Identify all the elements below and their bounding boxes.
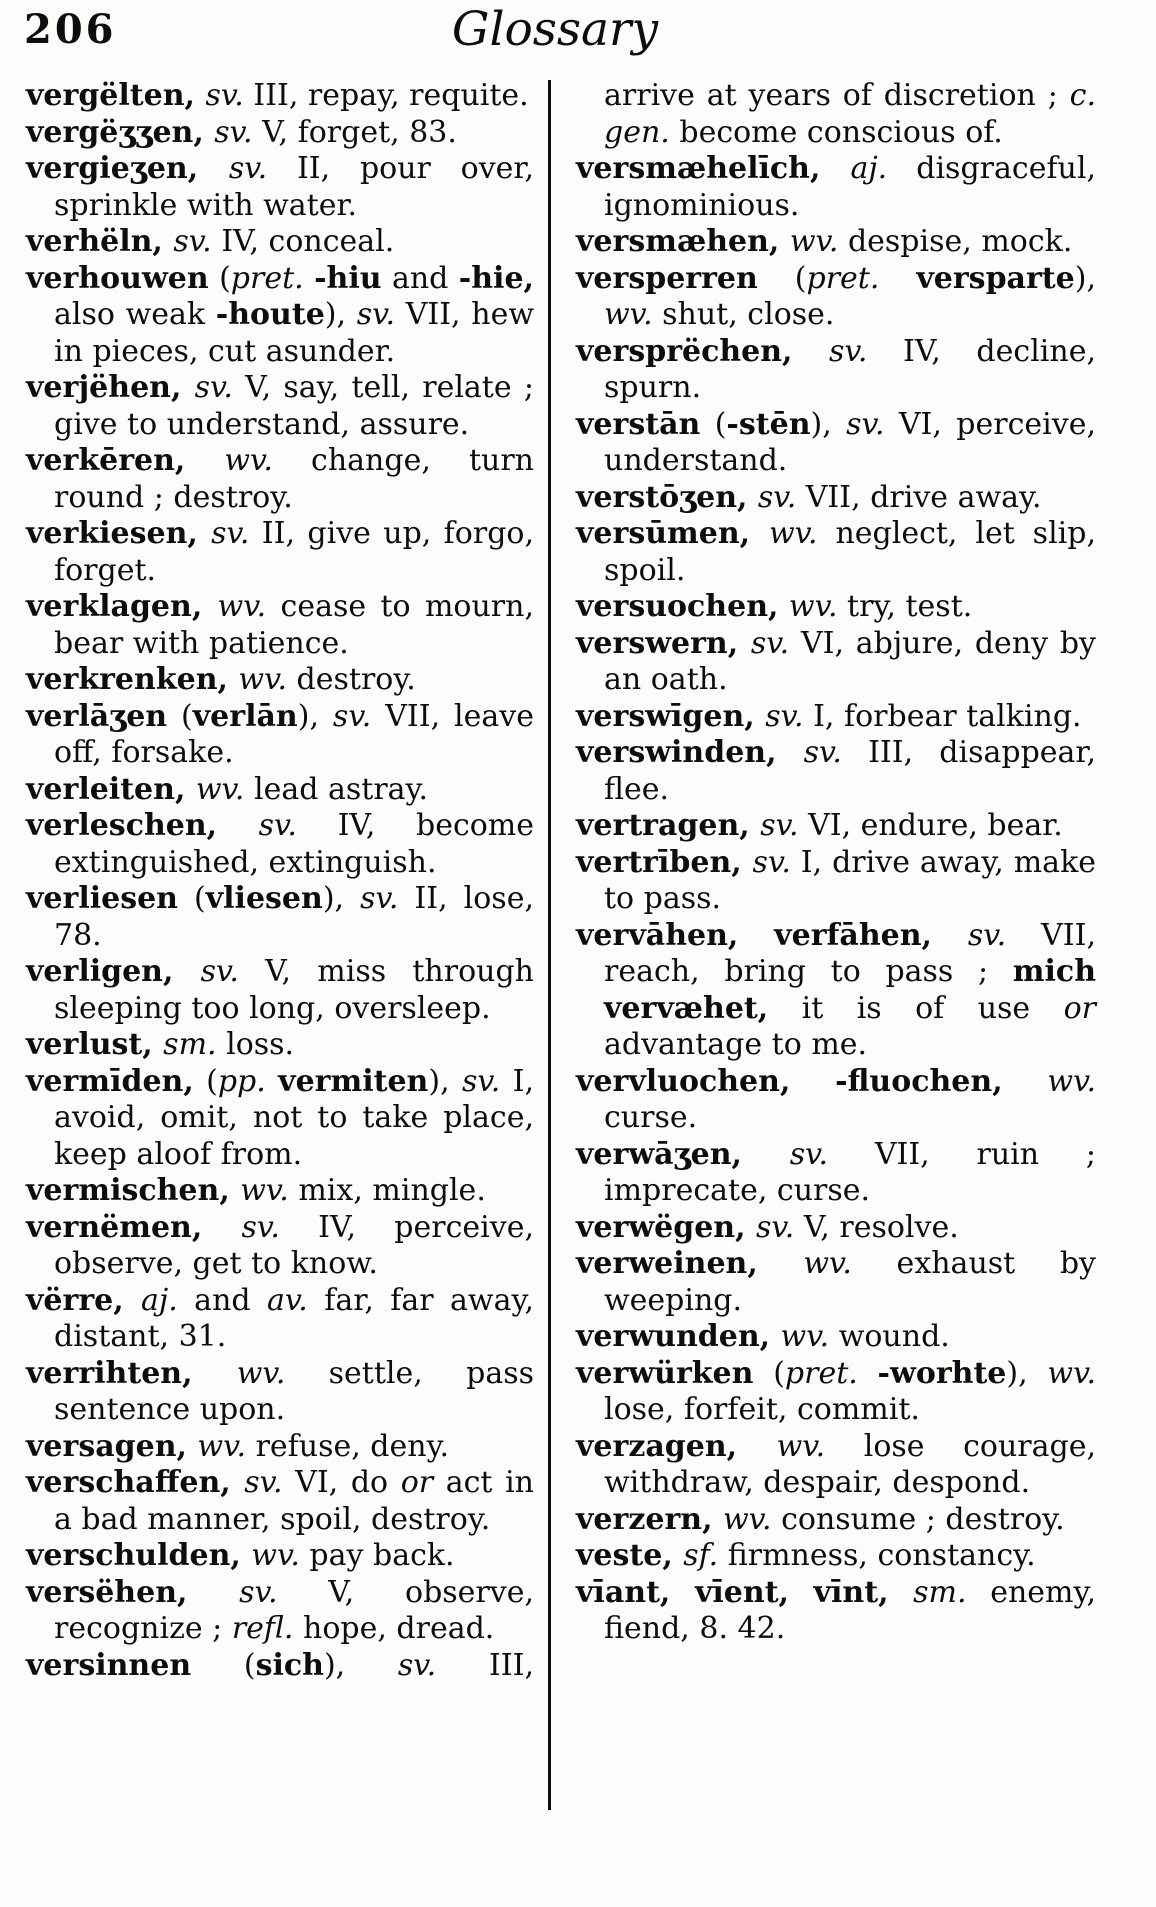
definition-text: it is of use bbox=[768, 990, 1064, 1026]
grammar-abbrev: wv. bbox=[240, 1173, 289, 1208]
grammar-abbrev: sm. bbox=[913, 1574, 967, 1610]
headword-text: vergëʒʒen, bbox=[26, 114, 215, 150]
definition-text: I, drive away, make to pass. bbox=[604, 844, 1097, 916]
grammar-abbrev: aj. bbox=[850, 151, 888, 186]
definition-text: IV, become extinguished, extinguish. bbox=[54, 808, 535, 880]
headword-text: -houte bbox=[215, 297, 325, 332]
glossary-entry bbox=[576, 589, 1096, 626]
definition-text: advantage to me. bbox=[604, 1027, 868, 1062]
grammar-abbrev: sv. bbox=[397, 1647, 437, 1683]
headword-text: vervāhen, verfāhen, bbox=[576, 917, 968, 953]
definition-text: IV, conceal. bbox=[211, 224, 395, 259]
definition-text: ( bbox=[700, 406, 727, 442]
headword-text: vernëmen, bbox=[26, 1209, 242, 1245]
grammar-abbrev: wv. bbox=[195, 771, 245, 807]
headword-text: verrihten, bbox=[26, 1355, 237, 1391]
grammar-abbrev: wv. bbox=[768, 516, 818, 551]
grammar-abbrev: sv. bbox=[258, 808, 297, 843]
definition-text: become conscious of. bbox=[669, 114, 1003, 150]
definition-text bbox=[266, 1064, 278, 1099]
grammar-abbrev: sv. bbox=[752, 844, 791, 880]
headword-text: versperren bbox=[576, 260, 758, 296]
definition-text: act in a bad manner, spoil, destroy. bbox=[54, 1465, 534, 1537]
headword-text: mich vervæhet, bbox=[604, 954, 1096, 1026]
definition-text: wound. bbox=[829, 1319, 950, 1354]
glossary-entry bbox=[26, 1027, 534, 1064]
headword-text: vliesen bbox=[205, 881, 323, 916]
headword-text: verleiten, bbox=[26, 771, 196, 807]
grammar-abbrev: wv. bbox=[789, 224, 839, 259]
grammar-abbrev: or bbox=[1063, 990, 1096, 1026]
grammar-abbrev: sv. bbox=[760, 808, 799, 843]
glossary-entry bbox=[26, 1465, 534, 1538]
definition-text: VI, do bbox=[282, 1465, 401, 1500]
definition-text: settle, pass sentence upon. bbox=[54, 1355, 534, 1427]
grammar-abbrev: wv. bbox=[604, 297, 653, 332]
glossary-entry bbox=[576, 1429, 1096, 1502]
grammar-abbrev: wv. bbox=[238, 662, 287, 697]
definition-text: ), bbox=[322, 881, 361, 916]
glossary-entry bbox=[26, 1210, 534, 1283]
definition-text: and bbox=[381, 260, 459, 296]
headword-text: verstān bbox=[576, 406, 701, 442]
definition-text bbox=[858, 1356, 878, 1391]
glossary-entry bbox=[576, 918, 1096, 1064]
headword-text: verschulden, bbox=[26, 1538, 252, 1573]
glossary-entry bbox=[576, 1246, 1096, 1319]
headword-text: vermischen, bbox=[26, 1173, 241, 1208]
glossary-entry bbox=[26, 151, 534, 224]
grammar-abbrev: sv. bbox=[241, 1209, 280, 1245]
headword-text: vergëlten, bbox=[26, 78, 206, 113]
headword-text: verswern, bbox=[576, 625, 751, 661]
definition-text: shut, close. bbox=[652, 297, 835, 332]
glossary-entry bbox=[26, 699, 534, 772]
definition-text: hope, dread. bbox=[293, 1611, 495, 1646]
definition-text: II, pour over, sprinkle with water. bbox=[54, 151, 534, 223]
grammar-abbrev: sv. bbox=[244, 1465, 283, 1500]
grammar-abbrev: wv. bbox=[776, 1428, 826, 1464]
definition-text: V, forget, 83. bbox=[252, 114, 457, 150]
definition-text: destroy. bbox=[287, 662, 416, 697]
glossary-entry bbox=[576, 1064, 1096, 1137]
grammar-abbrev: c. gen. bbox=[604, 78, 1096, 150]
headword-text: versmæhelīch, bbox=[576, 151, 851, 186]
glossary-entry bbox=[576, 151, 1096, 224]
glossary-entry bbox=[26, 1064, 534, 1174]
headword-text: vīant, vīent, vīnt, bbox=[576, 1574, 914, 1610]
headword-text: vergieʒen, bbox=[26, 151, 229, 186]
headword-text: vervluochen, -fluochen, bbox=[576, 1063, 1048, 1099]
definition-text: and bbox=[177, 1282, 268, 1318]
grammar-abbrev: sv. bbox=[360, 881, 399, 916]
glossary-entry bbox=[26, 954, 534, 1027]
glossary-entry bbox=[576, 1538, 1096, 1575]
glossary-entry bbox=[26, 881, 534, 954]
headword-text: versagen, bbox=[26, 1428, 198, 1464]
headword-text: verwëgen, bbox=[576, 1209, 756, 1245]
grammar-abbrev: sf. bbox=[683, 1538, 719, 1573]
definition-text: ( bbox=[167, 698, 193, 734]
grammar-abbrev: sv. bbox=[967, 917, 1007, 953]
headword-text: verlān bbox=[192, 698, 298, 734]
definition-text: I, avoid, omit, not to take place, keep aloof from. bbox=[54, 1063, 534, 1172]
glossary-entry bbox=[26, 1429, 534, 1466]
headword-text: versprëchen, bbox=[576, 333, 830, 369]
grammar-abbrev: pp. bbox=[217, 1063, 266, 1099]
grammar-abbrev: wv. bbox=[780, 1319, 830, 1354]
page-number: 206 bbox=[24, 6, 117, 53]
definition-text: VI, perceive, understand. bbox=[604, 406, 1096, 478]
grammar-abbrev: wv. bbox=[788, 589, 838, 624]
grammar-abbrev: sv. bbox=[829, 333, 868, 369]
glossary-entry bbox=[26, 1648, 534, 1685]
glossary-entry bbox=[26, 516, 534, 589]
headword-text: verzagen, bbox=[576, 1428, 777, 1464]
headword-text: verweinen, bbox=[576, 1246, 804, 1281]
grammar-abbrev: sv. bbox=[750, 625, 790, 661]
definition-text: ( bbox=[193, 1063, 218, 1099]
grammar-abbrev: wv. bbox=[722, 1501, 772, 1537]
definition-text: ( bbox=[208, 260, 231, 296]
headword-text: versparte bbox=[916, 260, 1075, 296]
definition-text: lose, forfeit, commit. bbox=[604, 1392, 920, 1427]
grammar-abbrev: sv. bbox=[803, 735, 842, 770]
headword-text: versmæhen, bbox=[576, 224, 790, 259]
definition-text: VI, abjure, deny by an oath. bbox=[604, 625, 1096, 697]
headword-text: verligen, bbox=[26, 954, 201, 989]
grammar-abbrev: refl. bbox=[231, 1611, 294, 1646]
headword-text: vermīden, bbox=[26, 1063, 194, 1099]
grammar-abbrev: sv. bbox=[194, 370, 233, 405]
headword-text: verkiesen, bbox=[26, 516, 212, 551]
grammar-abbrev: sv. bbox=[789, 1136, 829, 1172]
glossary-entry bbox=[576, 334, 1096, 407]
grammar-abbrev: wv. bbox=[217, 589, 267, 624]
definition-text: consume ; destroy. bbox=[771, 1501, 1065, 1537]
grammar-abbrev: sv. bbox=[173, 224, 212, 259]
headword-text: -stēn bbox=[726, 406, 811, 442]
definition-text: ), bbox=[428, 1063, 462, 1099]
definition-text: VII, drive away. bbox=[796, 479, 1042, 515]
glossary-entry bbox=[576, 516, 1096, 589]
definition-text: arrive at years of discretion ; bbox=[604, 78, 1070, 113]
definition-text: II, lose, 78. bbox=[54, 881, 534, 953]
glossary-entry bbox=[576, 1319, 1096, 1356]
grammar-abbrev: sm. bbox=[163, 1027, 217, 1062]
headword-text: verswinden, bbox=[576, 735, 804, 770]
headword-text: verkēren, bbox=[26, 443, 225, 478]
glossary-entry bbox=[26, 1283, 534, 1356]
headword-text: verklagen, bbox=[26, 589, 218, 624]
headword-text: vertragen, bbox=[576, 808, 761, 843]
glossary-entry bbox=[26, 808, 534, 881]
definition-text: lead astray. bbox=[244, 771, 429, 807]
headword-text: verswīgen, bbox=[576, 698, 766, 734]
definition-text: VII, reach, bring to pass ; bbox=[604, 917, 1096, 989]
definition-text: change, turn round ; destroy. bbox=[54, 443, 534, 515]
definition-text: ), bbox=[324, 297, 357, 332]
headword-text: vertrīben, bbox=[576, 844, 753, 880]
glossary-entry bbox=[576, 626, 1096, 699]
headword-text: versëhen, bbox=[26, 1574, 240, 1610]
glossary-entry-continuation bbox=[576, 78, 1096, 151]
grammar-abbrev: or bbox=[400, 1465, 434, 1500]
right-column bbox=[576, 78, 1096, 1648]
definition-text: V, miss through sleeping too long, oversleep. bbox=[54, 954, 534, 1026]
headword-text: verleschen, bbox=[26, 808, 259, 843]
definition-text: ( bbox=[191, 1647, 256, 1683]
glossary-entry bbox=[576, 407, 1096, 480]
definition-text: ( bbox=[753, 1355, 785, 1391]
headword-text: verlust, bbox=[26, 1027, 164, 1062]
definition-text: V, observe, recognize ; bbox=[54, 1574, 534, 1646]
headword-text: verhëln, bbox=[26, 224, 174, 259]
definition-text: curse. bbox=[604, 1100, 698, 1135]
glossary-entry bbox=[26, 78, 534, 115]
grammar-abbrev: sv. bbox=[214, 114, 253, 150]
definition-text: pay back. bbox=[299, 1538, 455, 1573]
definition-text: VII, ruin ; imprecate, curse. bbox=[604, 1136, 1096, 1208]
grammar-abbrev: wv. bbox=[1047, 1355, 1096, 1391]
definition-text: despise, mock. bbox=[838, 224, 1073, 259]
definition-text: III, disappear, flee. bbox=[604, 735, 1096, 807]
definition-text: refuse, deny. bbox=[246, 1428, 450, 1464]
left-column bbox=[26, 78, 534, 1684]
definition-text: neglect, let slip, spoil. bbox=[604, 516, 1097, 588]
definition-text: III, bbox=[436, 1647, 535, 1683]
definition-text: firmness, constancy. bbox=[718, 1538, 1036, 1573]
grammar-abbrev: pret. bbox=[784, 1355, 858, 1391]
headword-text: -hiu bbox=[314, 260, 382, 296]
glossary-entry bbox=[26, 224, 534, 261]
headword-text: verzern, bbox=[576, 1501, 723, 1537]
glossary-entry bbox=[26, 1173, 534, 1210]
grammar-abbrev: sv. bbox=[239, 1574, 278, 1610]
headword-text: verlāʒen bbox=[26, 698, 168, 734]
definition-text: also weak bbox=[54, 297, 216, 332]
column-divider-rule bbox=[548, 80, 551, 1810]
definition-text: ), bbox=[1074, 260, 1096, 296]
definition-text: VII, hew in pieces, cut asunder. bbox=[54, 297, 535, 369]
definition-text: V, say, tell, relate ; give to understand, assure. bbox=[54, 370, 534, 442]
definition-text: IV, perceive, observe, get to know. bbox=[54, 1209, 534, 1281]
definition-text: ( bbox=[178, 881, 206, 916]
definition-text: ), bbox=[1006, 1355, 1048, 1391]
definition-text: enemy, fiend, 8. 42. bbox=[604, 1574, 1096, 1646]
headword-text: vermiten bbox=[278, 1063, 429, 1099]
glossary-entry bbox=[576, 1356, 1096, 1429]
headword-text: verkrenken, bbox=[26, 662, 239, 697]
headword-text: versuochen, bbox=[576, 589, 789, 624]
glossary-entry bbox=[576, 808, 1096, 845]
glossary-entry bbox=[26, 1575, 534, 1648]
grammar-abbrev: sv. bbox=[756, 1209, 795, 1245]
definition-text: lose courage, withdraw, despair, despond. bbox=[604, 1428, 1096, 1500]
definition-text: ), bbox=[323, 1647, 398, 1683]
definition-text: ), bbox=[297, 698, 333, 734]
headword-text: verschaffen, bbox=[26, 1465, 245, 1500]
glossary-entry bbox=[26, 589, 534, 662]
grammar-abbrev: sv. bbox=[765, 698, 804, 734]
glossary-entry bbox=[576, 1502, 1096, 1539]
glossary-entry bbox=[576, 1137, 1096, 1210]
definition-text: try, test. bbox=[837, 589, 973, 624]
glossary-entry bbox=[26, 115, 534, 152]
headword-text: -hie, bbox=[458, 260, 534, 296]
grammar-abbrev: wv. bbox=[803, 1246, 852, 1281]
glossary-entry bbox=[26, 370, 534, 443]
headword-text: sich bbox=[255, 1647, 324, 1683]
definition-text: cease to mourn, bear with patience. bbox=[54, 589, 534, 661]
grammar-abbrev: sv. bbox=[211, 516, 250, 551]
headword-text: vërre, bbox=[26, 1282, 142, 1318]
headword-text: versūmen, bbox=[576, 516, 769, 551]
grammar-abbrev: sv. bbox=[461, 1063, 501, 1099]
definition-text: V, resolve. bbox=[794, 1209, 959, 1245]
definition-text: IV, decline, spurn. bbox=[604, 333, 1096, 405]
grammar-abbrev: wv. bbox=[224, 443, 273, 478]
definition-text: mix, mingle. bbox=[288, 1173, 486, 1208]
glossary-entry bbox=[26, 662, 534, 699]
grammar-abbrev: sv. bbox=[757, 479, 797, 515]
glossary-entry bbox=[26, 772, 534, 809]
headword-text: veste, bbox=[576, 1538, 684, 1573]
headword-text: verwunden, bbox=[576, 1319, 781, 1354]
headword-text: verwürken bbox=[576, 1355, 754, 1391]
glossary-entry bbox=[576, 845, 1096, 918]
grammar-abbrev: sv. bbox=[205, 78, 244, 113]
grammar-abbrev: aj. bbox=[141, 1282, 178, 1318]
grammar-abbrev: av. bbox=[267, 1282, 308, 1318]
definition-text: ), bbox=[810, 406, 847, 442]
headword-text: versinnen bbox=[26, 1647, 192, 1683]
grammar-abbrev: sv. bbox=[228, 151, 268, 186]
page-title: Glossary bbox=[451, 2, 659, 57]
definition-text: VI, endure, bear. bbox=[798, 808, 1063, 843]
headword-text: verstōʒen, bbox=[576, 479, 758, 515]
headword-text: verwāʒen, bbox=[576, 1136, 790, 1172]
grammar-abbrev: pret. bbox=[806, 260, 880, 296]
glossary-entry bbox=[576, 1575, 1096, 1648]
definition-text: III, repay, requite. bbox=[243, 78, 529, 113]
definition-text bbox=[879, 261, 916, 296]
grammar-abbrev: wv. bbox=[236, 1355, 286, 1391]
definition-text bbox=[304, 261, 314, 296]
grammar-abbrev: pret. bbox=[230, 260, 304, 296]
grammar-abbrev: wv. bbox=[1047, 1063, 1096, 1099]
definition-text: ( bbox=[757, 260, 807, 296]
grammar-abbrev: sv. bbox=[356, 297, 396, 332]
headword-text: -worhte bbox=[877, 1355, 1007, 1391]
definition-text: VII, leave off, forsake. bbox=[54, 698, 534, 770]
definition-text: disgraceful, ignominious. bbox=[604, 151, 1096, 223]
grammar-abbrev: sv. bbox=[846, 406, 885, 442]
glossary-entry bbox=[576, 261, 1096, 334]
definition-text: II, give up, forgo, forget. bbox=[54, 516, 534, 588]
headword-text: verhouwen bbox=[26, 260, 209, 296]
glossary-entry bbox=[576, 224, 1096, 261]
grammar-abbrev: sv. bbox=[200, 954, 239, 989]
definition-text: exhaust by weeping. bbox=[604, 1246, 1096, 1318]
definition-text: far, far away, distant, 31. bbox=[54, 1282, 534, 1354]
glossary-entry bbox=[576, 735, 1096, 808]
headword-text: verjëhen, bbox=[26, 370, 195, 405]
headword-text: verliesen bbox=[26, 881, 178, 916]
glossary-entry bbox=[576, 480, 1096, 517]
glossary-entry bbox=[26, 1356, 534, 1429]
glossary-entry bbox=[576, 699, 1096, 736]
glossary-entry bbox=[26, 261, 534, 371]
glossary-entry bbox=[576, 1210, 1096, 1247]
glossary-entry bbox=[26, 1538, 534, 1575]
grammar-abbrev: sv. bbox=[332, 698, 372, 734]
definition-text: I, forbear talking. bbox=[803, 698, 1082, 734]
grammar-abbrev: wv. bbox=[197, 1428, 247, 1464]
grammar-abbrev: wv. bbox=[251, 1538, 300, 1573]
glossary-entry bbox=[26, 443, 534, 516]
definition-text: loss. bbox=[216, 1027, 295, 1062]
